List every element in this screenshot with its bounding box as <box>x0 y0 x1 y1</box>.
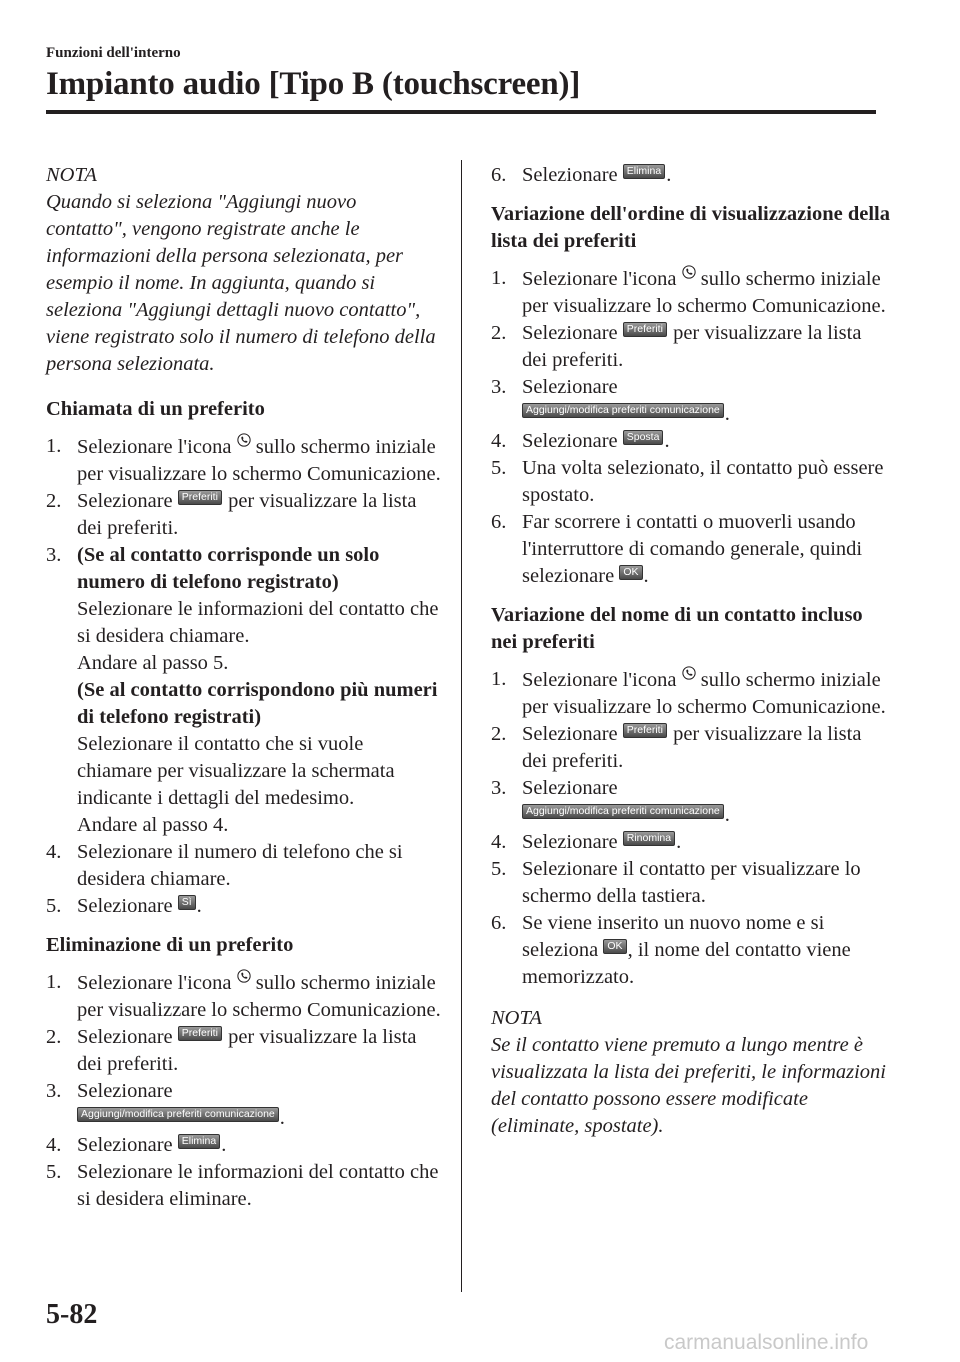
section-label: Funzioni dell'interno <box>46 45 181 61</box>
list-item <box>46 839 442 893</box>
list-item <box>46 1078 442 1132</box>
rinomina-button: Rinomina <box>623 831 675 846</box>
step-text: sullo schermo iniziale per visualizzare lo schermo Comunicazione. <box>522 268 886 317</box>
aggiungi-modifica-button: Aggiungi/modifica preferiti comunicazione <box>77 1107 279 1122</box>
step-text: Selezionare l'icona <box>522 268 682 290</box>
condition-text: (Se al contatto corrispondono più numeri di telefono registrati) <box>77 679 438 728</box>
section-heading: Eliminazione di un preferito <box>46 934 294 956</box>
list-item <box>491 428 891 455</box>
list-item <box>46 433 442 488</box>
step-text: . <box>724 403 730 425</box>
step-text: , il nome del contatto viene memorizzato. <box>522 939 851 988</box>
step-text: . <box>643 565 649 587</box>
step-text: Selezionare <box>77 895 178 917</box>
list-item <box>46 1024 442 1078</box>
step-text: Selezionare il numero di telefono che si desidera chiamare. <box>77 841 403 890</box>
step-number: 3. <box>491 777 507 799</box>
step-text: Selezionare <box>522 164 623 186</box>
step-number: 3. <box>491 376 507 398</box>
step-text: . <box>676 831 682 853</box>
page-title: Impianto audio [Tipo B (touchscreen)] <box>46 66 581 102</box>
step-text: per visualizzare la lista dei preferiti. <box>522 723 862 772</box>
step-number: 5. <box>46 1161 62 1183</box>
page-number: 5-82 <box>46 1299 98 1330</box>
step-number: 1. <box>46 435 62 457</box>
list-item <box>491 775 891 829</box>
preferiti-button: Preferiti <box>623 723 667 738</box>
list-item <box>491 162 891 189</box>
step-number: 1. <box>491 668 507 690</box>
ok-button: OK <box>603 939 626 954</box>
step-text: Selezionare <box>77 1134 178 1156</box>
step-text: Selezionare l'icona <box>77 972 237 994</box>
step-number: 2. <box>491 723 507 745</box>
list-item <box>491 721 891 775</box>
step-text: Una volta selezionato, il contatto può essere spostato. <box>522 457 884 506</box>
step-text: sullo schermo iniziale per visualizzare lo schermo Comunicazione. <box>522 669 886 718</box>
right-column <box>491 162 891 1140</box>
elimina-button: Elimina <box>178 1134 220 1149</box>
preferiti-button: Preferiti <box>178 490 222 505</box>
step-number: 5. <box>491 858 507 880</box>
step-text: . <box>221 1134 227 1156</box>
step-text: Selezionare <box>522 322 623 344</box>
left-column <box>46 162 442 1213</box>
step-text: Selezionare <box>522 777 618 799</box>
step-text: Selezionare <box>522 831 623 853</box>
list-item <box>491 320 891 374</box>
step-number: 5. <box>46 895 62 917</box>
section-heading: Chiamata di un preferito <box>46 398 265 420</box>
elimina-button: Elimina <box>623 164 665 179</box>
step-text: Selezionare il contatto che si vuole chiamare per visualizzare la schermata indicante i dettagli del medesimo. <box>77 733 395 809</box>
note-body: Quando si seleziona "Aggiungi nuovo contatto", vengono registrate anche le informazioni della persona selezionata, per esempio il nome. In aggiunta, quando si seleziona "Aggiungi dettagli nuovo contatto", viene registrato solo il numero di telefono della persona selezionata. <box>46 191 436 375</box>
step-text: per visualizzare la lista dei preferiti. <box>77 1026 417 1075</box>
step-number: 2. <box>491 322 507 344</box>
step-number: 5. <box>491 457 507 479</box>
step-number: 4. <box>46 1134 62 1156</box>
steps-list <box>491 265 891 590</box>
step-text: sullo schermo iniziale per visualizzare lo schermo Comunicazione. <box>77 436 441 485</box>
step-text: . <box>196 895 202 917</box>
steps-list <box>491 162 891 189</box>
note-heading: NOTA <box>491 1007 542 1029</box>
sposta-button: Sposta <box>623 430 664 445</box>
step-text: Selezionare <box>522 430 623 452</box>
list-item <box>491 374 891 428</box>
note-body: Se il contatto viene premuto a lungo mentre è visualizzata la lista dei preferiti, le informazioni del contatto possono essere modificate (eliminate, spostate). <box>491 1034 887 1137</box>
list-item <box>46 1159 442 1213</box>
condition-text: (Se al contatto corrisponde un solo numero di telefono registrato) <box>77 544 380 593</box>
list-item <box>491 829 891 856</box>
list-item <box>46 893 442 920</box>
section-heading: Variazione del nome di un contatto incluso nei preferiti <box>491 604 863 653</box>
step-number: 2. <box>46 1026 62 1048</box>
step-text: Selezionare <box>77 1026 178 1048</box>
step-text: Selezionare <box>77 490 178 512</box>
list-item <box>46 488 442 542</box>
step-number: 6. <box>491 912 507 934</box>
step-text: Selezionare le informazioni del contatto che si desidera chiamare. <box>77 598 439 647</box>
column-divider <box>461 160 462 1292</box>
step-number: 6. <box>491 511 507 533</box>
step-number: 3. <box>46 544 62 566</box>
step-text: Far scorrere i contatti o muoverli usando l'interruttore di comando generale, quindi selezionare <box>522 511 863 587</box>
phone-icon <box>682 265 696 279</box>
list-item <box>491 666 891 721</box>
si-button: Sì <box>178 895 196 910</box>
steps-list <box>46 433 442 920</box>
step-number: 1. <box>491 267 507 289</box>
step-number: 2. <box>46 490 62 512</box>
steps-list <box>46 969 442 1213</box>
step-text: per visualizzare la lista dei preferiti. <box>522 322 862 371</box>
phone-icon <box>682 666 696 680</box>
step-text: Se viene inserito un nuovo nome e si seleziona <box>522 912 825 961</box>
step-text: Selezionare <box>522 723 623 745</box>
step-text: Andare al passo 4. <box>77 814 229 836</box>
step-number: 4. <box>46 841 62 863</box>
list-item <box>491 509 891 590</box>
step-number: 4. <box>491 430 507 452</box>
step-text: Andare al passo 5. <box>77 652 229 674</box>
step-text: . <box>279 1107 285 1129</box>
watermark: carmanualsonline.info <box>664 1331 869 1354</box>
step-number: 6. <box>491 164 507 186</box>
page-header <box>46 44 876 104</box>
step-number: 4. <box>491 831 507 853</box>
list-item <box>46 542 442 839</box>
list-item <box>491 856 891 910</box>
preferiti-button: Preferiti <box>623 322 667 337</box>
step-number: 1. <box>46 971 62 993</box>
aggiungi-modifica-button: Aggiungi/modifica preferiti comunicazione <box>522 403 724 418</box>
header-rule <box>46 110 876 114</box>
step-text: Selezionare il contatto per visualizzare lo schermo della tastiera. <box>522 858 861 907</box>
step-text: Selezionare l'icona <box>77 436 237 458</box>
step-text: sullo schermo iniziale per visualizzare lo schermo Comunicazione. <box>77 972 441 1021</box>
steps-list <box>491 666 891 991</box>
step-text: Selezionare le informazioni del contatto che si desidera eliminare. <box>77 1161 439 1210</box>
preferiti-button: Preferiti <box>178 1026 222 1041</box>
step-text: Selezionare l'icona <box>522 669 682 691</box>
step-text: . <box>724 804 730 826</box>
list-item <box>491 455 891 509</box>
step-number: 3. <box>46 1080 62 1102</box>
step-text: . <box>664 430 670 452</box>
step-text: Selezionare <box>77 1080 173 1102</box>
phone-icon <box>237 433 251 447</box>
list-item <box>491 265 891 320</box>
section-heading: Variazione dell'ordine di visualizzazione della lista dei preferiti <box>491 203 890 252</box>
list-item <box>491 910 891 991</box>
list-item <box>46 1132 442 1159</box>
aggiungi-modifica-button: Aggiungi/modifica preferiti comunicazione <box>522 804 724 819</box>
step-text: per visualizzare la lista dei preferiti. <box>77 490 417 539</box>
note-heading: NOTA <box>46 164 97 186</box>
step-text: . <box>666 164 672 186</box>
list-item <box>46 969 442 1024</box>
step-text: Selezionare <box>522 376 618 398</box>
ok-button: OK <box>619 565 642 580</box>
phone-icon <box>237 969 251 983</box>
